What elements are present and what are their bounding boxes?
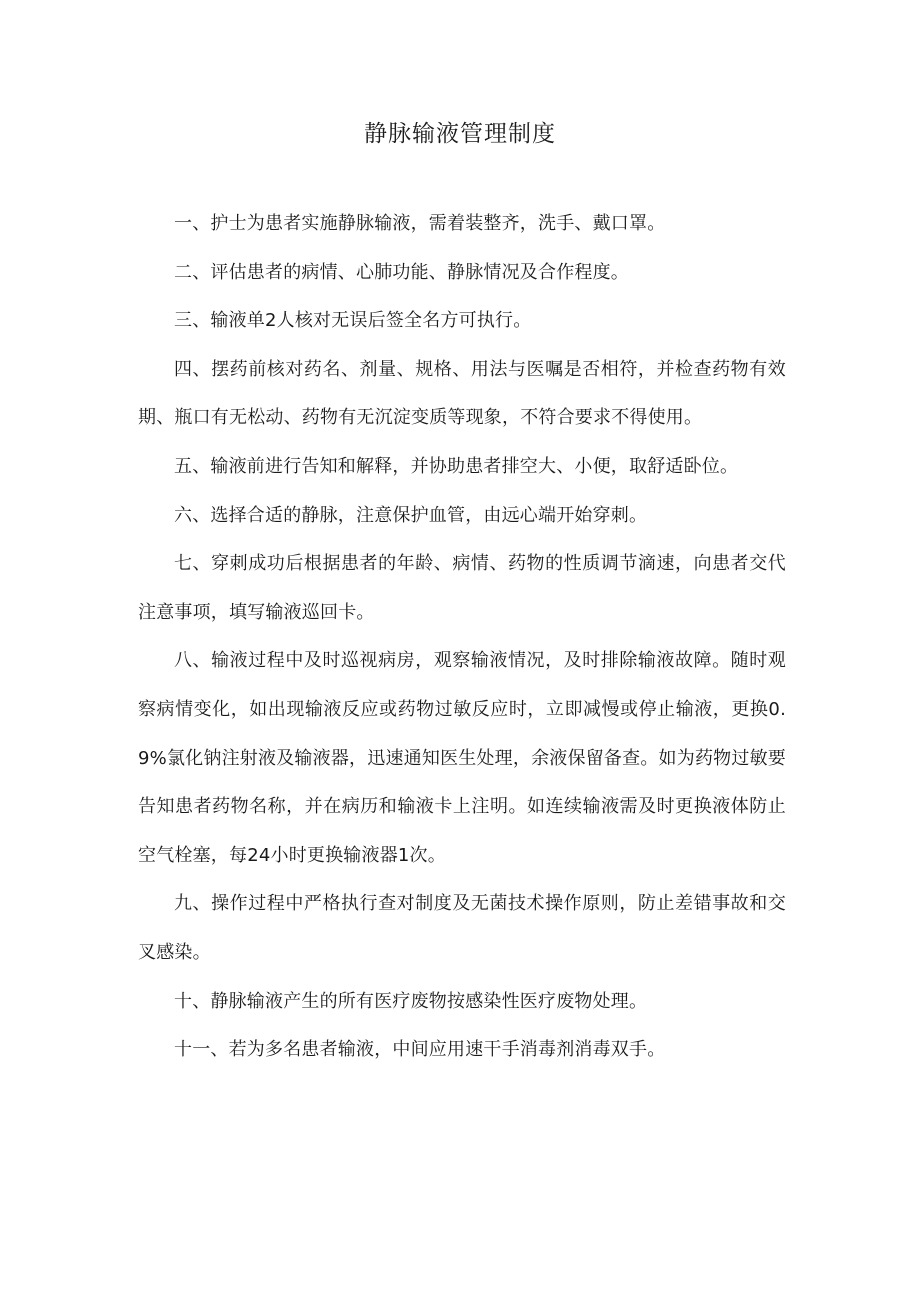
- clause-6: 六、选择合适的静脉，注意保护血管，由远心端开始穿刺。: [174, 504, 648, 526]
- clause-2: 二、评估患者的病情、心肺功能、静脉情况及合作程度。: [174, 261, 629, 283]
- clause-9: 九、操作过程中严格执行查对制度及无菌技术操作原则，防止差错事故和交叉感染。: [138, 893, 786, 963]
- document-title: 静脉输液管理制度: [364, 121, 556, 147]
- clause-7: 七、穿刺成功后根据患者的年龄、病情、药物的性质调节滴速，向患者交代注意事项，填写输液巡回卡。: [138, 553, 786, 623]
- clause-8: 八、输液过程中及时巡视病房，观察输液情况，及时排除输液故障。随时观察病情变化，如出现输液反应或药物过敏反应时，立即减慢或停止输液，更换0.9%氯化钠注射液及输液器，迅速通知医生处理，余液保留备查。如为药物过敏要告知患者药物名称，并在病历和输液卡上注明。如连续输液需及时更换液体防止空气栓塞，每24小时更换输液器1次。: [138, 650, 786, 866]
- clause-10: 十、静脉输液产生的所有医疗废物按感染性医疗废物处理。: [174, 990, 648, 1012]
- clause-4: 四、摆药前核对药名、剂量、规格、用法与医嘱是否相符，并检查药物有效期、瓶口有无松动、药物有无沉淀变质等现象，不符合要求不得使用。: [138, 358, 786, 429]
- clause-11: 十一、若为多名患者输液，中间应用速干手消毒剂消毒双手。: [174, 1039, 666, 1061]
- document-body: [138, 200, 786, 1075]
- clause-3: 三、输液单2人核对无误后签全名方可执行。: [174, 310, 532, 332]
- clause-1: 一、护士为患者实施静脉输液，需着装整齐，洗手、戴口罩。: [174, 213, 666, 234]
- clause-5: 五、输液前进行告知和解释，并协助患者排空大、小便，取舒适卧位。: [174, 455, 739, 477]
